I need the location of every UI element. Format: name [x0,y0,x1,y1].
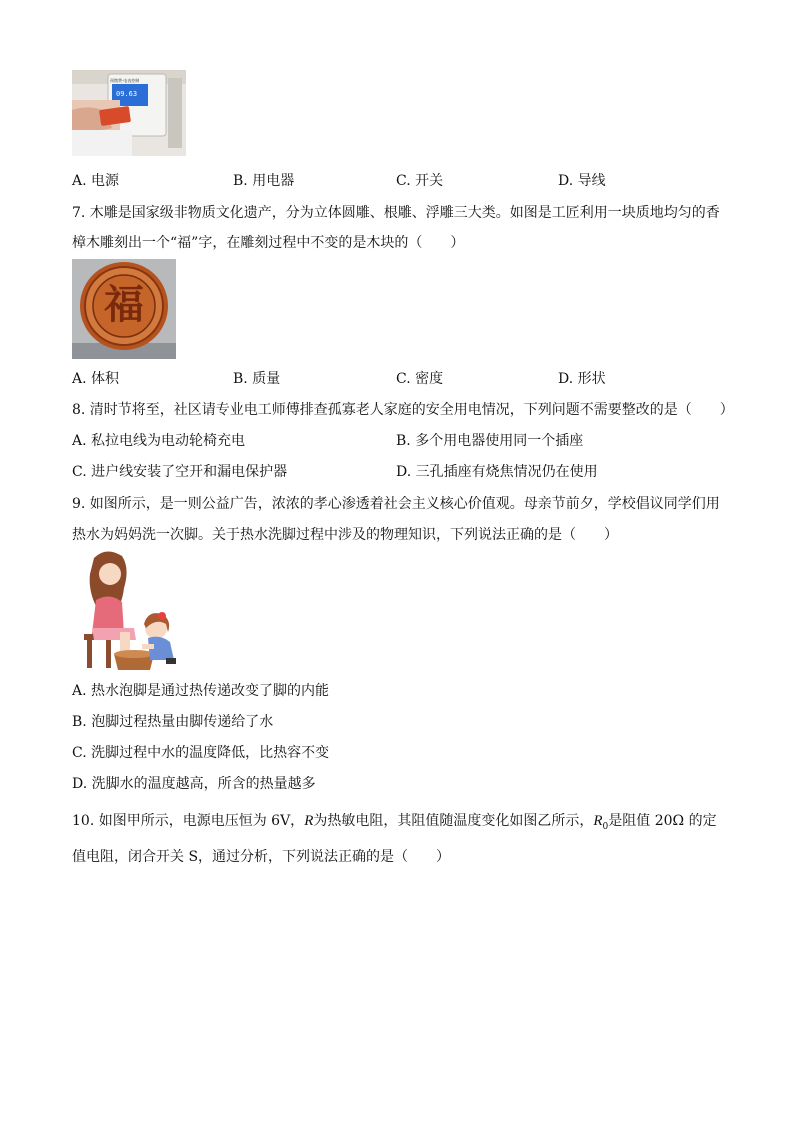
meter-screen-reading: 09.63 [116,90,138,98]
q9-option-a: A. 热水泡脚是通过热传递改变了脚的内能 [72,683,330,699]
q9-stem-line2: 热水为妈妈洗一次脚。关于热水洗脚过程中涉及的物理知识，下列说法正确的是（ ） [72,527,618,543]
q9-option-b: B. 泡脚过程热量由脚传递给了水 [72,714,274,730]
q9-option-d: D. 洗脚水的温度越高，所含的热量越多 [72,776,316,792]
r0-symbol: R [593,813,603,829]
q9-option-c: C. 洗脚过程中水的温度降低，比热容不变 [72,745,330,761]
q8-stem: 8. 清时节将至，社区请专业电工师傅排查孤寡老人家庭的安全用电情况，下列问题不需要整改的是（ ） [72,402,734,418]
q7-stem-line1: 7. 木雕是国家级非物质文化遗产，分为立体圆雕、根雕、浮雕三大类。如图是工匠利用一块质地均匀的香 [72,205,720,221]
mother-child-cartoon [76,548,186,670]
q10-text-part2: 为热敏电阻，其阻值随温度变化如图乙所示， [313,813,594,829]
q7-option-a: A. 体积 [72,371,120,387]
r-symbol: R [304,813,314,829]
q6-option-c: C. 开关 [396,173,444,189]
q10-text-part1: 10. 如图甲所示，电源电压恒为 6V， [72,813,305,829]
q9-stem-line1: 9. 如图所示，是一则公益广告，浓浓的孝心渗透着社会主义核心价值观。母亲节前夕，学校倡议同学们用 [72,496,720,512]
q10-text-part3: 是阻值 20Ω 的定 [608,813,717,829]
q6-option-b: B. 用电器 [233,173,295,189]
q6-option-a: A. 电源 [72,173,120,189]
q8-option-d: D. 三孔插座有烧焦情况仍在使用 [396,464,598,480]
meter-card-photo [72,70,186,156]
q10-stem-line1 [72,811,717,837]
fu-carving-photo [72,259,176,359]
q7-option-d: D. 形状 [558,371,606,387]
q6-option-d: D. 导线 [558,173,606,189]
q7-option-c: C. 密度 [396,371,444,387]
q10-stem-line2: 值电阻，闭合开关 S，通过分析，下列说法正确的是（ ） [72,849,451,865]
q8-option-a: A. 私拉电线为电动轮椅充电 [72,433,246,449]
foot-washing-illustration [76,548,186,670]
r0-subscript: 0 [602,821,609,832]
meter-screen-header: 预缴费·电表控制 [110,78,140,83]
q7-option-b: B. 质量 [233,371,281,387]
q8-option-b: B. 多个用电器使用同一个插座 [396,433,584,449]
q7-stem-line2: 樟木雕刻出一个“福”字，在雕刻过程中不变的是木块的（ ） [72,235,465,251]
carving-character: 福 [104,281,144,328]
q8-option-c: C. 进户线安装了空开和漏电保护器 [72,464,288,480]
